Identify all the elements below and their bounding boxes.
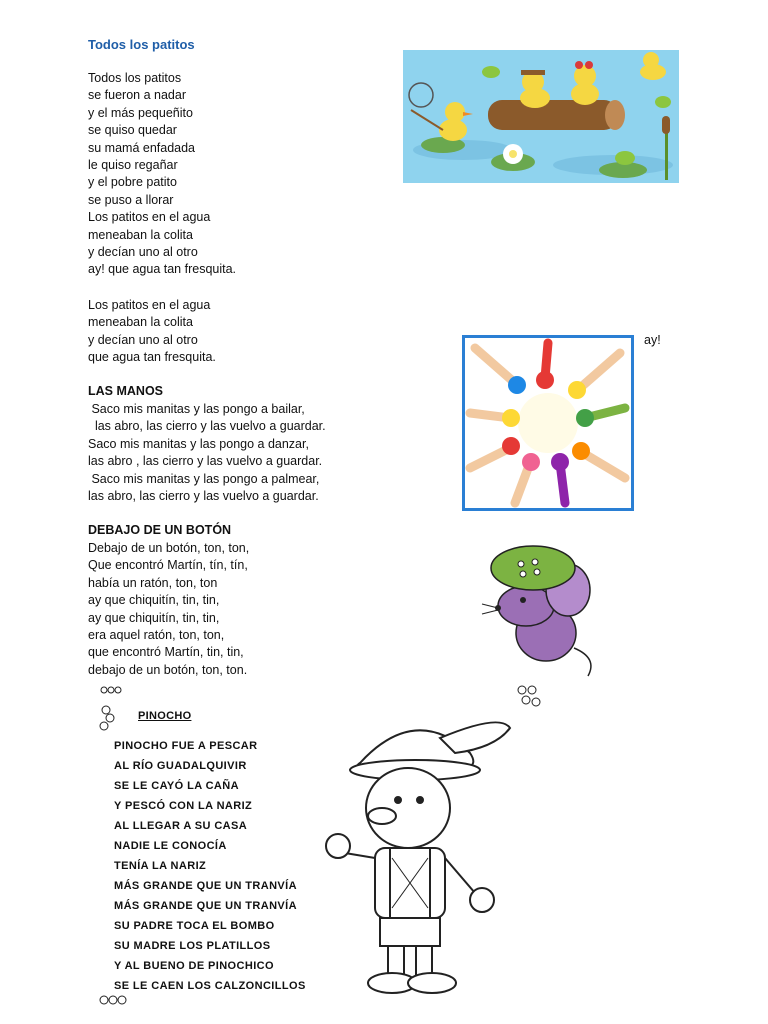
song-title-boton: DEBAJO DE UN BOTÓN [88, 523, 232, 537]
song-title-pinocho: PINOCHO [138, 710, 192, 722]
aside-text: ay! [644, 333, 661, 347]
pinocchio-illustration [320, 708, 520, 1008]
mouse-button-illustration [478, 528, 608, 678]
song-title-manos: LAS MANOS [88, 384, 163, 398]
bubbles-decoration-icon [98, 990, 128, 1010]
patitos-stanza-2: Los patitos en el agua meneaban la colita y decían uno al otro que agua tan fresquita. [88, 298, 216, 365]
painted-hands-illustration [462, 335, 634, 511]
bubbles-decoration-icon [98, 684, 128, 734]
patitos-stanza-1: Todos los patitos se fueron a nadar y el más pequeñito se quiso quedar su mamá enfadada le quiso regañar y el pobre patito se puso a llorar Los patitos en el agua meneaban la colita y decían uno al otro ay! que agua tan fresquita. [88, 71, 237, 277]
pinocho-verses: PINOCHO FUE A PESCAR AL RÍO GUADALQUIVIR SE LE CAYÓ LA CAÑA Y PESCÓ CON LA NARIZ AL LLEGAR A SU CASA NADIE LE CONOCÍA TENÍA LA NARIZ MÁS GRANDE QUE UN TRANVÍA MÁS GRANDE QUE UN TRANVÍA SU PADRE TOCA EL BOMBO SU MADRE LOS PLATILLOS Y AL BUENO DE PINOCHICO SE LE CAEN LOS CALZONCILLOS [114, 740, 306, 992]
ducks-pond-illustration [403, 50, 679, 183]
manos-verses: Saco mis manitas y las pongo a bailar, las abro, las cierro y las vuelvo a guardar. Saco mis manitas y las pongo a danzar, las abro , las cierro y las vuelvo a guardar. Saco mis manitas y las pongo a palmear, las abro, las cierro y las vuelvo a guardar. [88, 402, 326, 504]
song-title-patitos: Todos los patitos [88, 37, 195, 52]
boton-verses: Debajo de un botón, ton, ton, Que encontró Martín, tín, tín, había un ratón, ton, ton ay que chiquitín, tin, tin, ay que chiquitín, tin, tin, era aquel ratón, ton, ton, que encontró Martín, tin, tin, debajo de un botón, ton, ton. [88, 541, 250, 677]
